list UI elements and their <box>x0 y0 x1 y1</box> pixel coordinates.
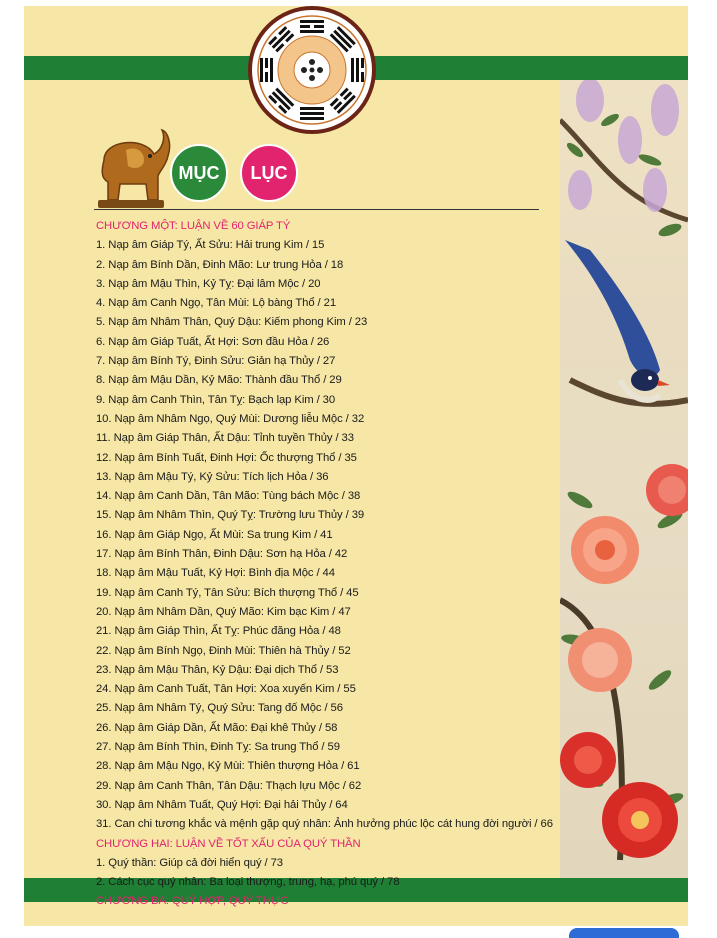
toc-entry: 2. Cách cục quý nhân: Ba loại thượng, trung, hạ, phú quý / 78 <box>96 876 400 889</box>
toc-entry: 23. Nạp âm Mậu Thân, Kỷ Dậu: Đại dịch Thổ / 53 <box>96 663 339 676</box>
toc-entry: 11. Nạp âm Giáp Thân, Ất Dậu: Tỉnh tuyền Thủy / 33 <box>96 432 354 445</box>
toc-entry: 9. Nạp âm Canh Thìn, Tân Tỵ: Bạch lạp Kim / 30 <box>96 393 336 406</box>
toc-entry: 16. Nạp âm Giáp Ngọ, Ất Mùi: Sa trung Kim / 41 <box>96 528 333 541</box>
book-page <box>24 6 688 926</box>
toc-entry: 25. Nạp âm Nhâm Tý, Quý Sửu: Tang đố Mộc / 56 <box>96 702 343 715</box>
bagua-icon <box>248 6 376 134</box>
elephant-figurine-icon <box>84 120 174 212</box>
toc-entry: 7. Nạp âm Bính Tý, Đinh Sửu: Giản hạ Thủy / 27 <box>96 355 336 368</box>
toc-entry: 1. Nạp âm Giáp Tý, Ất Sửu: Hải trung Kim / 15 <box>96 239 325 252</box>
toc-entry: 8. Nạp âm Mậu Dần, Kỷ Mão: Thành đầu Thổ / 29 <box>96 374 342 387</box>
toc-entry: 30. Nạp âm Nhâm Tuất, Quý Hợi: Đại hải Thủy / 64 <box>96 798 348 811</box>
toc-entry: 19. Nạp âm Canh Tý, Tân Sửu: Bích thượng Thổ / 45 <box>96 586 359 599</box>
toc-entry: 3. Nạp âm Mậu Thìn, Kỷ Tỵ: Đại lâm Mộc / 20 <box>96 277 321 290</box>
bagua-emblem <box>248 6 376 134</box>
toc-entry: 27. Nạp âm Bính Thìn, Đinh Tỵ: Sa trung Thổ / 59 <box>96 741 340 754</box>
table-of-contents <box>96 217 626 912</box>
toc-entry: 4. Nạp âm Canh Ngọ, Tân Mùi: Lộ bàng Thổ / 21 <box>96 297 336 310</box>
toc-entry: 24. Nạp âm Canh Tuất, Tân Hợi: Xoa xuyến Kim / 55 <box>96 683 356 696</box>
toc-entry: 22. Nạp âm Bính Ngọ, Đinh Mùi: Thiên hà Thủy / 52 <box>96 644 351 657</box>
toc-entry: 26. Nạp âm Giáp Dần, Ất Mão: Đại khê Thủy / 58 <box>96 721 338 734</box>
toc-entry: 10. Nạp âm Nhâm Ngọ, Quý Mùi: Dương liễu Mộc / 32 <box>96 412 365 425</box>
luc-title-badge: LỤC <box>240 144 298 202</box>
toc-entry: 13. Nạp âm Mậu Tý, Kỷ Sửu: Tích lịch Hỏa / 36 <box>96 470 329 483</box>
bottom-overlay-button[interactable] <box>569 928 679 938</box>
chapter-heading: CHƯƠNG HAI: LUẬN VỀ TỐT XẤU CỦA QUÝ THẦN <box>96 837 361 850</box>
toc-entry: 5. Nạp âm Nhâm Thân, Quý Dậu: Kiếm phong Kim / 23 <box>96 316 368 329</box>
toc-entry: 15. Nạp âm Nhâm Thìn, Quý Tỵ: Trường lưu Thủy / 39 <box>96 509 365 522</box>
muc-title-badge: MỤC <box>170 144 228 202</box>
toc-entry: 29. Nạp âm Canh Thân, Tân Dậu: Thạch lựu Mộc / 62 <box>96 779 362 792</box>
chapter-heading: CHƯƠNG BA: QUÝ HỢP, QUÝ THỰC <box>96 895 289 908</box>
toc-entry: 21. Nạp âm Giáp Thìn, Ất Tỵ: Phúc đăng Hỏa / 48 <box>96 625 341 638</box>
toc-entry: 6. Nạp âm Giáp Tuất, Ất Hợi: Sơn đầu Hỏa / 26 <box>96 335 330 348</box>
toc-entry: 20. Nạp âm Nhâm Dần, Quý Mão: Kim bạc Kim / 47 <box>96 605 351 618</box>
toc-entry: 2. Nạp âm Bính Dần, Đinh Mão: Lư trung Hỏa / 18 <box>96 258 344 271</box>
chapter-heading: CHƯƠNG MỘT: LUẬN VỀ 60 GIÁP TÝ <box>96 220 291 232</box>
toc-entry: 17. Nạp âm Bính Thân, Đinh Dậu: Sơn hạ Hỏa / 42 <box>96 548 348 561</box>
header-divider <box>94 209 539 210</box>
toc-entry: 31. Can chi tương khắc và mệnh gặp quý nhân: Ảnh hưởng phúc lộc cát hung đời người / 66 <box>96 818 553 831</box>
toc-entry: 12. Nạp âm Bính Tuất, Đinh Hợi: Ốc thượng Thổ / 35 <box>96 451 357 464</box>
toc-entry: 14. Nạp âm Canh Dần, Tân Mão: Tùng bách Mộc / 38 <box>96 490 361 503</box>
toc-entry: 1. Quý thần: Giúp cả đời hiển quý / 73 <box>96 856 283 869</box>
toc-entry: 28. Nạp âm Mậu Ngọ, Kỷ Mùi: Thiên thượng Hỏa / 61 <box>96 760 360 773</box>
toc-entry: 18. Nạp âm Mậu Tuất, Kỷ Hợi: Bình địa Mộc / 44 <box>96 567 335 580</box>
